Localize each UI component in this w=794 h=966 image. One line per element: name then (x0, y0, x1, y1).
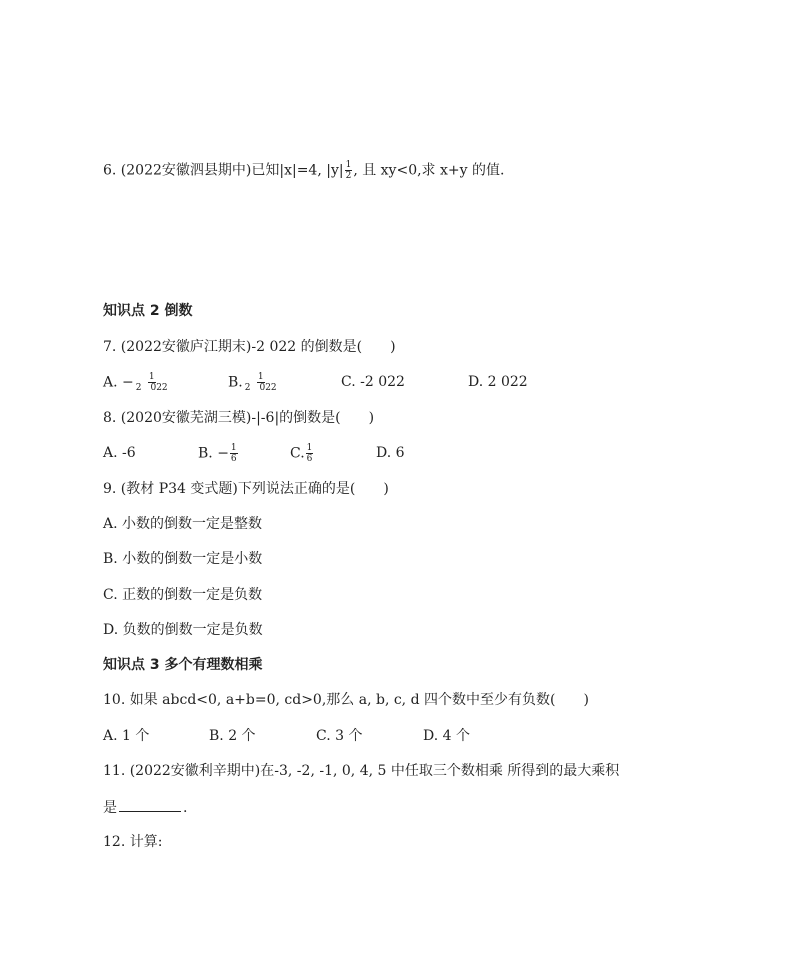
q6-prefix: 6. (2022安徽泗县期中)已知|x|=4, |y| (103, 162, 344, 179)
q8-option-c: C. $\frac{1}{6}$ (290, 443, 313, 464)
q10-option-a: A. 1 个 (103, 728, 150, 744)
q9-option-d: D. 负数的倒数一定是负数 (103, 622, 263, 638)
q11-answer-blank[interactable] (119, 797, 181, 812)
question-6 (103, 160, 504, 181)
q6-suffix: , 且 xy<0,求 x+y 的值. (353, 162, 505, 179)
q9-option-b: B. 小数的倒数一定是小数 (103, 551, 263, 567)
q7-option-a: A. − $\frac{1}{2 022}$ (103, 372, 168, 393)
q8-option-d: D. 6 (376, 445, 405, 461)
section-2-title: 知识点 2 倒数 (103, 303, 193, 319)
q10-option-b: B. 2 个 (209, 728, 256, 744)
q7-option-c: C. -2 022 (341, 374, 405, 390)
q7-option-b: B. $\frac{1}{2 022}$ (228, 372, 277, 393)
question-7-stem: 7. (2022安徽庐江期末)-2 022 的倒数是( ) (103, 339, 396, 355)
question-11-line-1: 11. (2022安徽利辛期中)在-3, -2, -1, 0, 4, 5 中任取三个数相乘 所得到的最大乘积 (103, 763, 620, 779)
question-11-line-2: 是 . (103, 797, 187, 818)
section-3-title: 知识点 3 多个有理数相乘 (103, 657, 263, 673)
q9-option-a: A. 小数的倒数一定是整数 (103, 516, 263, 532)
q8-c-fraction: $\frac{1}{6}$ (306, 443, 313, 464)
q8-option-a: A. -6 (103, 445, 136, 461)
q8-b-fraction: $\frac{1}{6}$ (230, 443, 237, 464)
q10-option-d: D. 4 个 (423, 728, 470, 744)
question-9-stem: 9. (教材 P34 变式题)下列说法正确的是( ) (103, 481, 389, 497)
q7-b-fraction: $\frac{1}{2 022}$ (244, 372, 277, 393)
q8-option-b: B. − $\frac{1}{6}$ (198, 443, 237, 464)
q6-fraction: $\frac{1}{2}$ (345, 160, 352, 181)
question-12-stem: 12. 计算: (103, 834, 163, 850)
question-8-stem: 8. (2020安徽芜湖三模)-|-6|的倒数是( ) (103, 410, 375, 426)
q9-option-c: C. 正数的倒数一定是负数 (103, 587, 263, 603)
q7-option-d: D. 2 022 (468, 374, 528, 390)
q7-a-fraction: $\frac{1}{2 022}$ (135, 372, 168, 393)
q10-option-c: C. 3 个 (316, 728, 363, 744)
question-10-stem: 10. 如果 abcd<0, a+b=0, cd>0,那么 a, b, c, d 四个数中至少有负数( ) (103, 692, 589, 708)
